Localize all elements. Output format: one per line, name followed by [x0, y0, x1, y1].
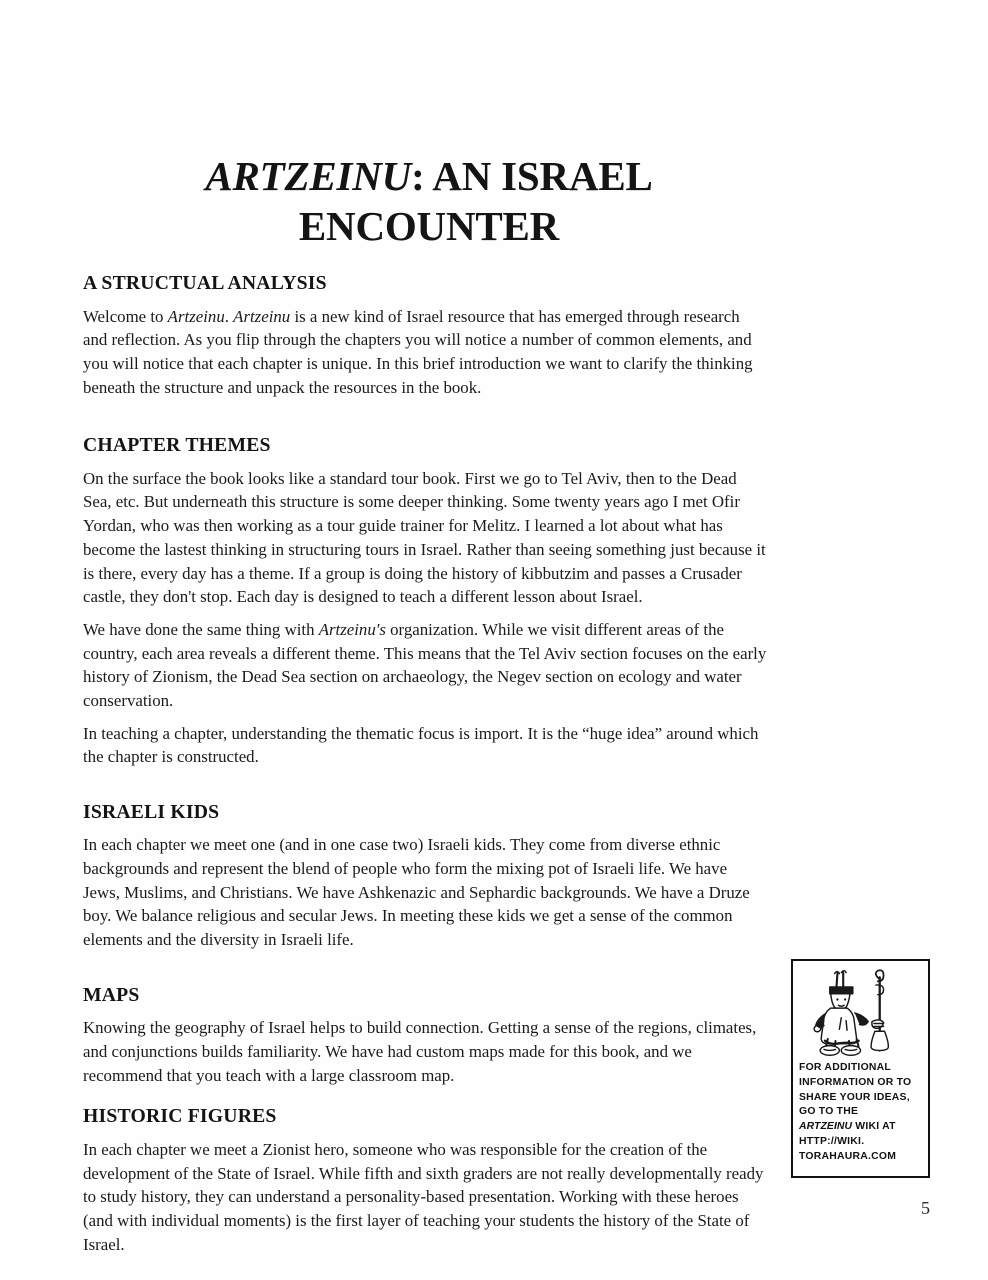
callout-wiki-rest: WIKI AT	[852, 1121, 896, 1133]
section-heading: HISTORIC FIGURES	[83, 1105, 277, 1128]
section-heading: ISRAELI KIDS	[83, 800, 220, 823]
paragraph: In each chapter we meet one (and in one case two) Israeli kids. They come from diverse ethnic backgrounds and represent the blend of people who form the mixing pot of Israeli life. We have Jews, Muslims, and Christians. We have Ashkenazic and Sephardic backgrounds. We have a Druze boy. We balance religious and secular Jews. In meeting these kids we get a sense of the common elements and the diversity in Israeli life.	[83, 835, 750, 950]
paragraph: We have done the same thing with Artzeinu's organization. While we visit different areas of the country, each area reveals a different theme. This means that the Tel Aviv section focuses on the early history of Zionism, the Dead Sea section on archaeology, the Negev section on ecology and water conservation.	[83, 619, 767, 710]
section-israeli-kids	[83, 801, 777, 952]
callout-url-line: TORAHAURA.COM	[799, 1150, 897, 1162]
moses-with-staff-cartoon-icon	[799, 966, 922, 1058]
paragraph: Welcome to Artzeinu. Artzeinu is a new kind of Israel resource that has emerged through research and reflection. As you flip through the chapters you will notice a number of common elements, and you will notice that each chapter is unique. In this brief introduction we want to clarify the thinking beneath the structure and unpack the resources in the book.	[83, 306, 753, 397]
paragraph: In each chapter we meet a Zionist hero, someone who was responsible for the creation of the development of the State of Israel. While fifth and sixth graders are not really developmentally ready to study history, they can understand a personality-based presentation. Working with these heroes (and with individual moments) is the first layer of teaching your students the history of the State of Israel.	[83, 1139, 764, 1254]
callout-line: FOR ADDITIONAL	[799, 1062, 892, 1073]
spacer	[83, 419, 777, 434]
page-title	[83, 151, 775, 251]
spacer	[83, 972, 777, 984]
page-title-rest: : AN ISRAEL ENCOUNTER	[298, 153, 653, 250]
callout-line: SHARE YOUR IDEAS,	[799, 1091, 910, 1103]
callout-wiki-line	[799, 1120, 922, 1135]
paragraph: On the surface the book looks like a standard tour book. First we go to Tel Aviv, then to the Dead Sea, etc. But underneath this structure is some deeper thinking. Some twenty years ago I met Ofir Yordan, who was then working as a tour guide trainer for Melitz. I learned a lot about what has become the lastest thinking in structuring tours in Israel. Rather than seeing something just because it is there, every day has a theme. If a group is doing the history of kibbutzim and passes a Crusader castle, they don't stop. Each day is designed to teach a different lesson about Israel.	[83, 468, 766, 607]
paragraph: In teaching a chapter, understanding the thematic focus is import. It is the “huge idea” around which the chapter is constructed.	[83, 723, 759, 767]
callout-text	[799, 1061, 922, 1164]
spacer	[83, 789, 777, 801]
callout-line: GO TO THE	[799, 1106, 859, 1118]
section-structual-analysis	[83, 272, 777, 399]
section-heading: MAPS	[83, 983, 140, 1006]
section-heading: A STRUCTUAL ANALYSIS	[83, 272, 327, 294]
section-heading: CHAPTER THEMES	[83, 434, 271, 457]
wiki-callout-box	[791, 959, 930, 1178]
paragraph: Knowing the geography of Israel helps to build connection. Getting a sense of the regions, climates, and conjunctions builds familiarity. We have had custom maps made for this book, and we recommend that you teach with a large classroom map.	[83, 1018, 757, 1085]
italic-term: Artzeinu	[167, 306, 225, 326]
section-historic-figures	[83, 1105, 777, 1256]
callout-line: INFORMATION OR TO	[799, 1076, 912, 1088]
callout-wiki-italic: ARTZEINU	[799, 1121, 853, 1133]
italic-term: Artzeinu's	[318, 619, 386, 639]
italic-term: Artzeinu	[233, 306, 291, 326]
page-title-italic: ARTZEINU	[205, 153, 412, 200]
section-chapter-themes	[83, 434, 777, 769]
section-maps	[83, 984, 777, 1088]
document-body	[83, 272, 777, 1276]
callout-url-line: HTTP://WIKI.	[799, 1135, 865, 1147]
page-number: 5	[921, 1198, 930, 1218]
